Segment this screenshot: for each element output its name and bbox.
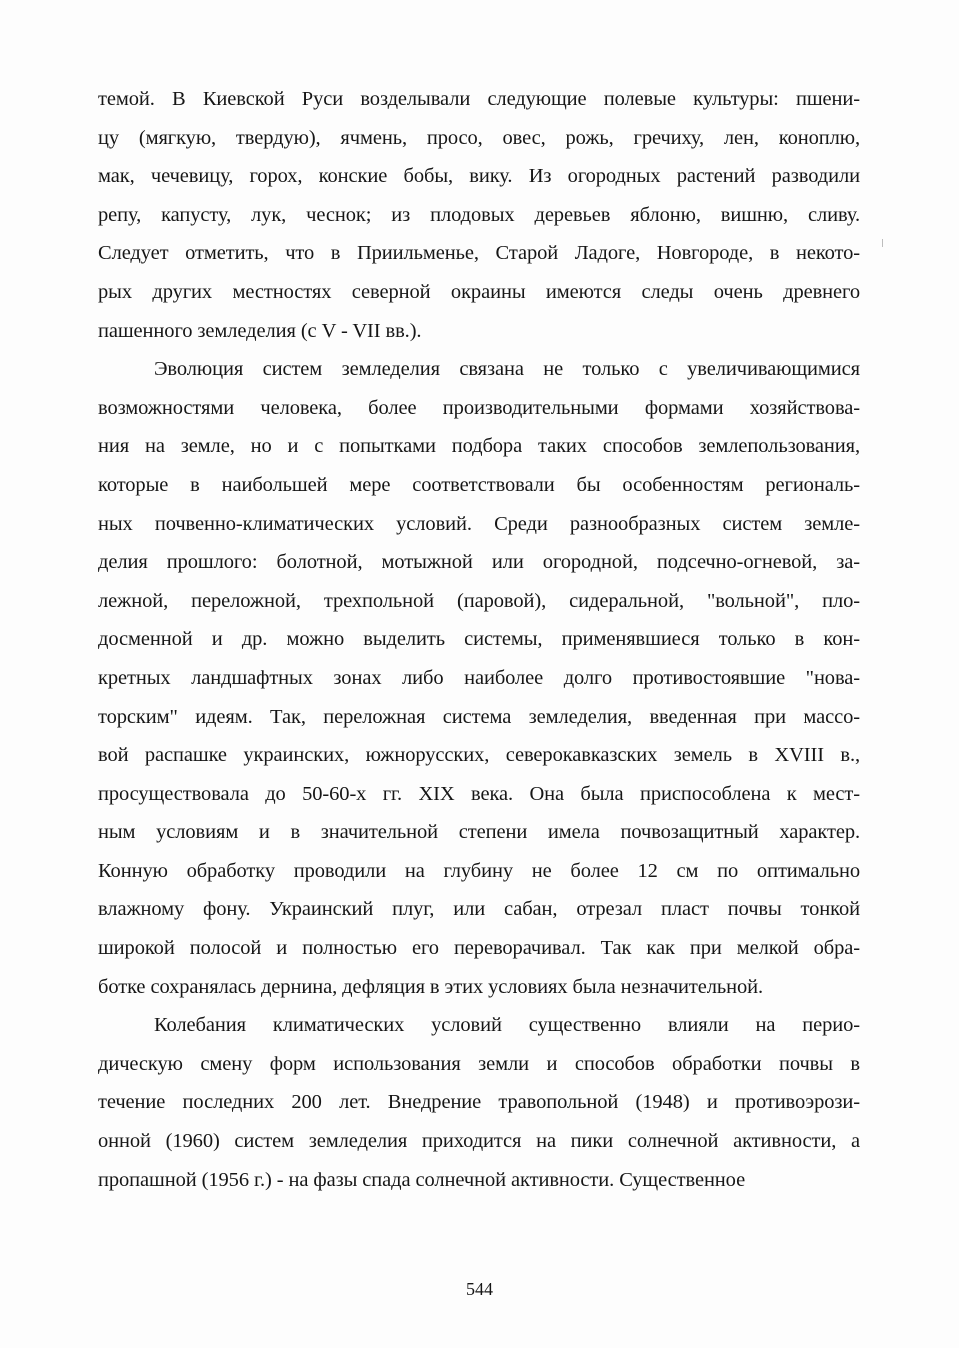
paragraph-2 — [98, 350, 860, 1006]
text-line: ным условиям и в значительной степени имела почвозащитный характер. — [98, 821, 860, 844]
text-line: лежной, переложной, трехпольной (паровой), сидеральной, "вольной", пло- — [98, 589, 860, 612]
text-line: дическую смену форм использования земли и способов обработки почвы в — [98, 1052, 860, 1075]
page-number: 544 — [466, 1279, 493, 1299]
text-line: кретных ландшафтных зонах либо наиболее долго противостоявшие "нова- — [98, 666, 860, 689]
text-line: ния на земле, но и с попытками подбора таких способов землепользования, — [98, 435, 860, 458]
text-line: цу (мягкую, твердую), ячмень, просо, овес, рожь, гречиху, лен, коноплю, — [98, 126, 860, 149]
text-line: Конную обработку проводили на глубину не более 12 см по оптимально — [98, 859, 860, 882]
text-line: пашенного земледелия (с V - VII вв.). — [98, 319, 422, 342]
text-line: Колебания климатических условий существенно влияли на перио- — [154, 1014, 860, 1037]
text-line: просуществовала до 50-60-х гг. XIX века. Она была приспособлена к мест- — [98, 782, 860, 805]
text-line: пропашной (1956 г.) - на фазы спада солнечной активности. Существенное — [98, 1168, 746, 1191]
text-line: Следует отметить, что в Приильменье, Старой Ладоге, Новгороде, в некото- — [98, 242, 860, 265]
paragraph-3 — [98, 1006, 860, 1199]
text-line: репу, капусту, лук, чеснок; из плодовых деревьев яблоню, вишню, сливу. — [98, 203, 860, 226]
text-line: влажному фону. Украинский плуг, или сабан, отрезал пласт почвы тонкой — [98, 898, 860, 921]
text-line: рых других местностях северной окраины имеются следы очень древнего — [98, 280, 860, 303]
text-line: ных почвенно-климатических условий. Среди разнообразных систем земле- — [98, 512, 860, 535]
text-line: досменной и др. можно выделить системы, применявшиеся только в кон- — [98, 628, 860, 651]
text-line: которые в наибольшей мере соответствовали бы особенностям региональ- — [98, 473, 860, 496]
text-line: мак, чечевицу, горох, конские бобы, вику. Из огородных растений разводили — [98, 165, 860, 188]
text-line: торским" идеям. Так, переложная система земледелия, введенная при массо- — [98, 705, 860, 728]
text-line: возможностями человека, более производительными формами хозяйствова- — [98, 396, 860, 419]
text-line: делия прошлого: болотной, мотыжной или огородной, подсечно-огневой, за- — [98, 551, 860, 574]
body-text — [98, 80, 860, 1199]
paragraph-1 — [98, 80, 860, 350]
text-line: Эволюция систем земледелия связана не только с увеличивающимися — [154, 358, 860, 381]
text-line: темой. В Киевской Руси возделывали следующие полевые культуры: пшени- — [98, 88, 860, 110]
text-line: онной (1960) систем земледелия приходится на пики солнечной активности, а — [98, 1130, 860, 1153]
text-line: ботке сохранялась дернина, дефляция в этих условиях была незначительной. — [98, 975, 764, 998]
text-line: вой распашке украинских, южнорусских, северокавказских земель в XVIII в., — [98, 744, 860, 767]
text-line: течение последних 200 лет. Внедрение травопольной (1948) и противоэрози- — [98, 1091, 860, 1114]
text-line: широкой полосой и полностью его переворачивал. Так как при мелкой обра- — [98, 937, 860, 960]
scan-artifact — [882, 239, 883, 247]
